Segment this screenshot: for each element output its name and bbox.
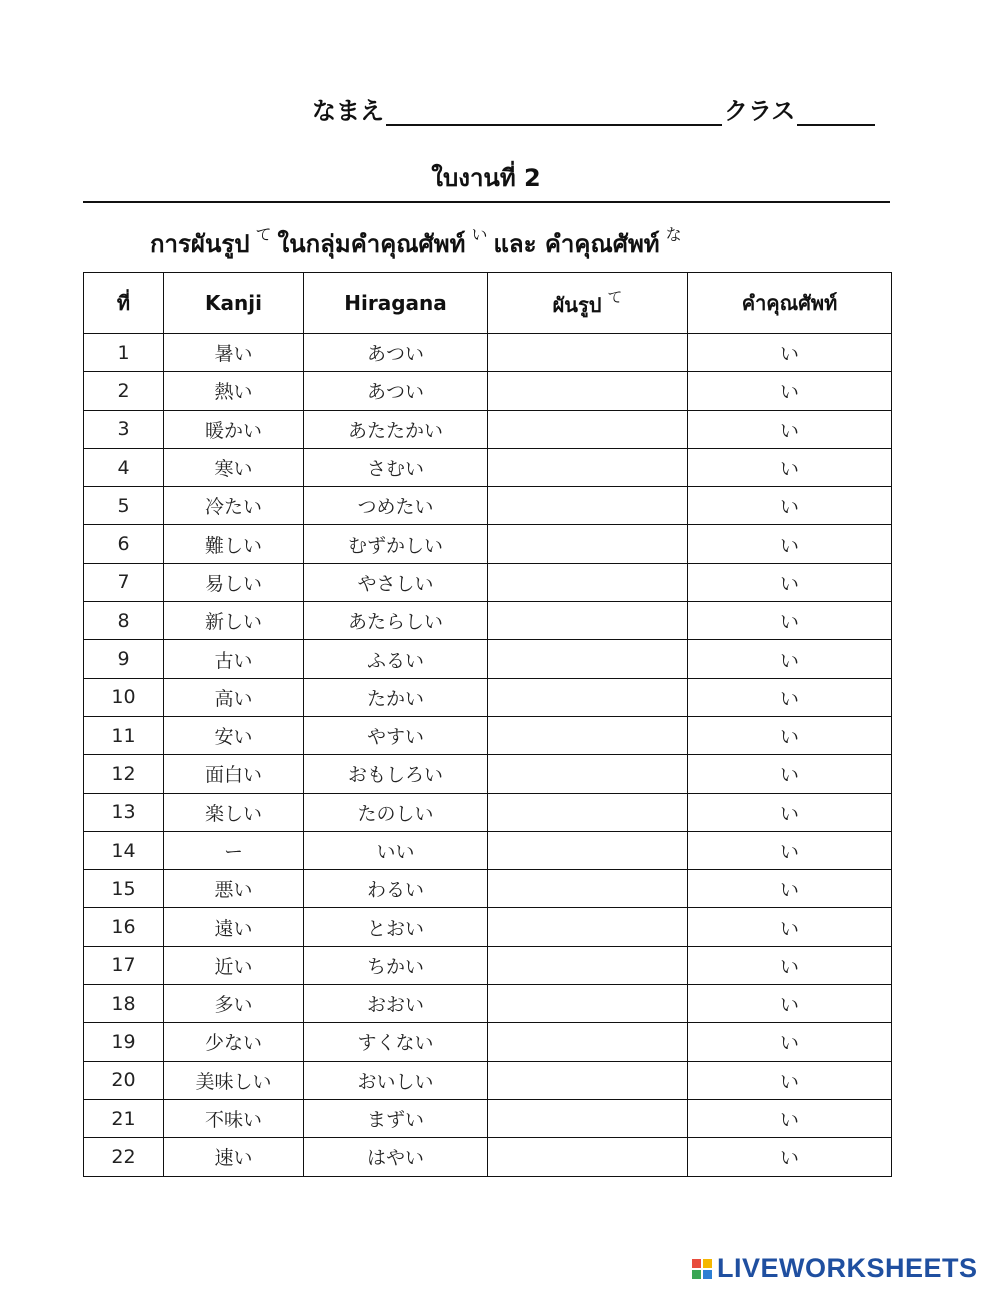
row-number: 11 (84, 716, 164, 754)
answer-input-cell[interactable] (488, 1099, 688, 1137)
liveworksheets-logo (692, 1253, 978, 1284)
adjective-table (83, 272, 892, 1177)
kanji-cell: 冷たい (164, 487, 304, 525)
adjective-type-cell: い (688, 870, 892, 908)
adjective-type-cell: い (688, 1023, 892, 1061)
row-number: 13 (84, 793, 164, 831)
subtitle-part3: และ คำคุณศัพท์ (493, 230, 660, 258)
worksheet-subtitle (150, 222, 850, 263)
answer-input-cell[interactable] (488, 908, 688, 946)
col-conjugate-header (488, 273, 688, 334)
row-number: 15 (84, 870, 164, 908)
col-kanji-header: Kanji (164, 273, 304, 334)
kanji-cell: 難しい (164, 525, 304, 563)
table-row (84, 908, 892, 946)
kanji-cell: 遠い (164, 908, 304, 946)
answer-input-cell[interactable] (488, 563, 688, 601)
kanji-cell: 易しい (164, 563, 304, 601)
adjective-type-cell: い (688, 487, 892, 525)
adjective-type-cell: い (688, 563, 892, 601)
hiragana-cell: たのしい (304, 793, 488, 831)
kanji-cell: 不味い (164, 1099, 304, 1137)
table-row (84, 1023, 892, 1061)
kanji-cell: ー (164, 831, 304, 869)
name-class-line (312, 90, 887, 126)
adjective-type-cell: い (688, 410, 892, 448)
subtitle-part2: ในกลุ่มคำคุณศัพท์ (277, 230, 466, 258)
hiragana-cell: おもしろい (304, 755, 488, 793)
answer-input-cell[interactable] (488, 640, 688, 678)
worksheet-title: ใบงานที่ 2 (431, 164, 541, 192)
logo-square-icon (703, 1259, 712, 1268)
row-number: 3 (84, 410, 164, 448)
table-row (84, 372, 892, 410)
table-row (84, 602, 892, 640)
adjective-type-cell: い (688, 1099, 892, 1137)
hiragana-cell: あたらしい (304, 602, 488, 640)
logo-square-icon (703, 1270, 712, 1279)
row-number: 21 (84, 1099, 164, 1137)
kanji-cell: 楽しい (164, 793, 304, 831)
col-type-header: คำคุณศัพท์ (688, 273, 892, 334)
row-number: 4 (84, 448, 164, 486)
kanji-cell: 面白い (164, 755, 304, 793)
table-row (84, 985, 892, 1023)
hiragana-cell: おおい (304, 985, 488, 1023)
logo-square-icon (692, 1270, 701, 1279)
kanji-cell: 安い (164, 716, 304, 754)
row-number: 5 (84, 487, 164, 525)
subtitle-na: な (665, 225, 682, 244)
logo-text: LIVEWORKSHEETS (717, 1253, 978, 1283)
adjective-type-cell: い (688, 602, 892, 640)
table-row (84, 1138, 892, 1176)
answer-input-cell[interactable] (488, 793, 688, 831)
adjective-type-cell: い (688, 640, 892, 678)
answer-input-cell[interactable] (488, 487, 688, 525)
table-row (84, 870, 892, 908)
hiragana-cell: まずい (304, 1099, 488, 1137)
subtitle-te: て (255, 225, 272, 244)
adjective-type-cell: い (688, 831, 892, 869)
answer-input-cell[interactable] (488, 1023, 688, 1061)
table-row (84, 563, 892, 601)
row-number: 8 (84, 602, 164, 640)
adjective-type-cell: い (688, 525, 892, 563)
kanji-cell: 高い (164, 678, 304, 716)
hiragana-cell: あたたかい (304, 410, 488, 448)
hiragana-cell: わるい (304, 870, 488, 908)
adjective-type-cell: い (688, 908, 892, 946)
answer-input-cell[interactable] (488, 334, 688, 372)
adjective-type-cell: い (688, 1061, 892, 1099)
title-divider (83, 201, 890, 203)
row-number: 7 (84, 563, 164, 601)
answer-input-cell[interactable] (488, 372, 688, 410)
hiragana-cell: おいしい (304, 1061, 488, 1099)
adjective-type-cell: い (688, 755, 892, 793)
kanji-cell: 近い (164, 946, 304, 984)
answer-input-cell[interactable] (488, 946, 688, 984)
table-row (84, 678, 892, 716)
answer-input-cell[interactable] (488, 985, 688, 1023)
kanji-cell: 速い (164, 1138, 304, 1176)
hiragana-cell: さむい (304, 448, 488, 486)
hiragana-cell: はやい (304, 1138, 488, 1176)
kanji-cell: 暖かい (164, 410, 304, 448)
adjective-type-cell: い (688, 793, 892, 831)
col-hiragana-header: Hiragana (304, 273, 488, 334)
hiragana-cell: とおい (304, 908, 488, 946)
row-number: 19 (84, 1023, 164, 1061)
kanji-cell: 熱い (164, 372, 304, 410)
answer-input-cell[interactable] (488, 1138, 688, 1176)
table-row (84, 1061, 892, 1099)
hiragana-cell: つめたい (304, 487, 488, 525)
hiragana-cell: やさしい (304, 563, 488, 601)
table-row (84, 1099, 892, 1137)
logo-square-icon (692, 1259, 701, 1268)
table-row (84, 410, 892, 448)
subtitle-i: い (471, 225, 488, 244)
adjective-type-cell: い (688, 946, 892, 984)
row-number: 2 (84, 372, 164, 410)
row-number: 6 (84, 525, 164, 563)
table-row (84, 487, 892, 525)
kanji-cell: 多い (164, 985, 304, 1023)
class-blank[interactable] (797, 96, 875, 126)
hiragana-cell: やすい (304, 716, 488, 754)
col-conjugate-label: ผันรูป (552, 292, 602, 317)
hiragana-cell: ふるい (304, 640, 488, 678)
row-number: 17 (84, 946, 164, 984)
row-number: 14 (84, 831, 164, 869)
answer-input-cell[interactable] (488, 870, 688, 908)
kanji-cell: 美味しい (164, 1061, 304, 1099)
kanji-cell: 少ない (164, 1023, 304, 1061)
class-label: クラス (724, 97, 796, 125)
adjective-type-cell: い (688, 448, 892, 486)
kanji-cell: 悪い (164, 870, 304, 908)
answer-input-cell[interactable] (488, 755, 688, 793)
hiragana-cell: ちかい (304, 946, 488, 984)
kanji-cell: 暑い (164, 334, 304, 372)
answer-input-cell[interactable] (488, 831, 688, 869)
row-number: 16 (84, 908, 164, 946)
hiragana-cell: あつい (304, 334, 488, 372)
row-number: 10 (84, 678, 164, 716)
adjective-type-cell: い (688, 716, 892, 754)
row-number: 20 (84, 1061, 164, 1099)
table-row (84, 525, 892, 563)
answer-input-cell[interactable] (488, 448, 688, 486)
answer-input-cell[interactable] (488, 678, 688, 716)
name-blank[interactable] (386, 96, 722, 126)
kanji-cell: 寒い (164, 448, 304, 486)
row-number: 22 (84, 1138, 164, 1176)
col-no-header: ที่ (84, 273, 164, 334)
table-row (84, 755, 892, 793)
table-body (84, 334, 892, 1177)
answer-input-cell[interactable] (488, 716, 688, 754)
hiragana-cell: むずかしい (304, 525, 488, 563)
col-conjugate-te: て (607, 287, 623, 306)
row-number: 1 (84, 334, 164, 372)
answer-input-cell[interactable] (488, 1061, 688, 1099)
adjective-type-cell: い (688, 678, 892, 716)
table-row (84, 831, 892, 869)
answer-input-cell[interactable] (488, 410, 688, 448)
row-number: 12 (84, 755, 164, 793)
hiragana-cell: いい (304, 831, 488, 869)
table-row (84, 946, 892, 984)
kanji-cell: 古い (164, 640, 304, 678)
table-row (84, 716, 892, 754)
adjective-type-cell: い (688, 372, 892, 410)
table-header-row (84, 273, 892, 334)
adjective-type-cell: い (688, 334, 892, 372)
adjective-type-cell: い (688, 985, 892, 1023)
row-number: 9 (84, 640, 164, 678)
table-row (84, 640, 892, 678)
hiragana-cell: あつい (304, 372, 488, 410)
kanji-cell: 新しい (164, 602, 304, 640)
subtitle-part1: การผันรูป (150, 230, 250, 258)
table-row (84, 334, 892, 372)
hiragana-cell: すくない (304, 1023, 488, 1061)
answer-input-cell[interactable] (488, 602, 688, 640)
row-number: 18 (84, 985, 164, 1023)
table-row (84, 448, 892, 486)
adjective-type-cell: い (688, 1138, 892, 1176)
hiragana-cell: たかい (304, 678, 488, 716)
name-label: なまえ (312, 97, 384, 125)
answer-input-cell[interactable] (488, 525, 688, 563)
logo-mark-icon (692, 1259, 712, 1279)
table-row (84, 793, 892, 831)
